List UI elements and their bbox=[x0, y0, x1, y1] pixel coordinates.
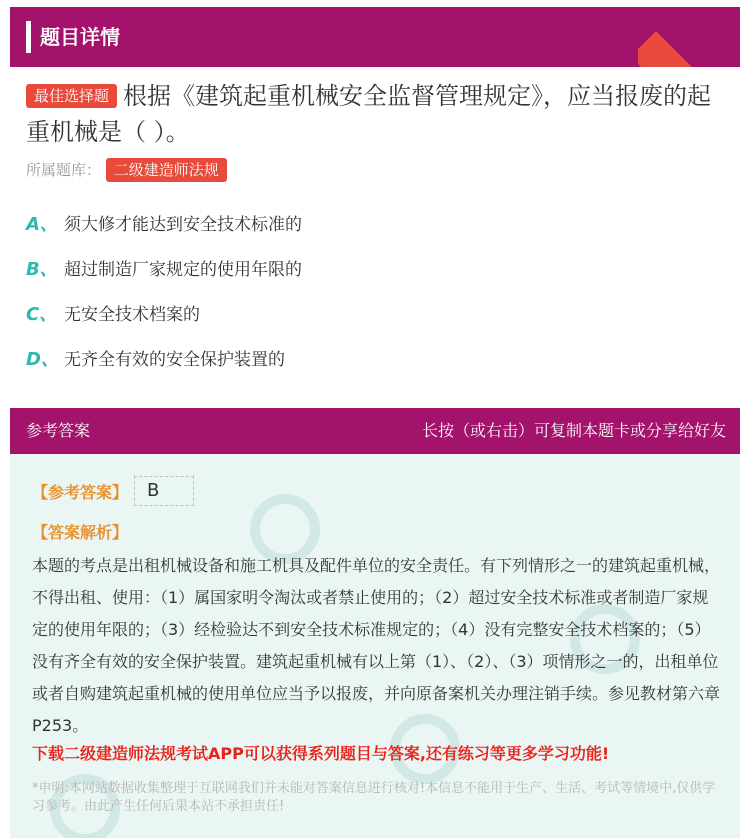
option-text: 超过制造厂家规定的使用年限的 bbox=[64, 260, 302, 280]
corner-ribbon-label bbox=[638, 31, 740, 67]
option-a[interactable] bbox=[26, 210, 726, 255]
answer-section-title: 参考答案 bbox=[26, 421, 91, 440]
app-promo-link[interactable]: 下载二级建造师法规考试APP可以获得系列题目与答案,还有练习等更多学习功能! bbox=[32, 744, 610, 763]
question-text: 根据《建筑起重机械安全监督管理规定》，应当报废的起重机械是（ ）。 bbox=[26, 82, 712, 146]
bank-label: 所属题库： bbox=[26, 161, 102, 179]
option-letter: B、 bbox=[26, 259, 58, 280]
corner-ribbon bbox=[638, 7, 740, 67]
page-header bbox=[10, 7, 740, 67]
option-letter: D、 bbox=[26, 349, 59, 370]
share-hint: 长按（或右击）可复制本题卡或分享给好友 bbox=[421, 421, 726, 440]
explanation-label: 【答案解析】 bbox=[32, 523, 129, 542]
option-text: 无齐全有效的安全保护装置的 bbox=[64, 350, 285, 370]
page-title: 题目详情 bbox=[40, 25, 120, 49]
option-d[interactable] bbox=[26, 345, 726, 390]
option-text: 无安全技术档案的 bbox=[64, 305, 200, 325]
reference-answer-value: B bbox=[134, 476, 194, 506]
question-type-tag: 最佳选择题 bbox=[26, 84, 117, 108]
bank-name-tag[interactable]: 二级建造师法规 bbox=[106, 158, 227, 182]
option-text: 须大修才能达到安全技术标准的 bbox=[64, 215, 302, 235]
option-letter: A、 bbox=[26, 214, 58, 235]
option-letter: C、 bbox=[26, 304, 58, 325]
option-b[interactable] bbox=[26, 255, 726, 300]
header-accent-bar bbox=[26, 21, 31, 53]
option-c[interactable] bbox=[26, 300, 726, 345]
options-list bbox=[26, 210, 726, 390]
question-text-block bbox=[26, 78, 726, 150]
question-bank bbox=[26, 158, 233, 182]
disclaimer-text: *申明:本网站数据收集整理于互联网我们并未能对答案信息进行核对!本信息不能用于生产、生活、考试等情境中,仅供学习参考。由此产生任何后果本站不承担责任! bbox=[32, 781, 716, 814]
answer-section-header bbox=[10, 408, 740, 454]
reference-answer-label: 【参考答案】 bbox=[32, 483, 129, 502]
explanation-text: 本题的考点是出租机械设备和施工机具及配件单位的安全责任。有下列情形之一的建筑起重机械，不得出租、使用：（1）属国家明令淘汰或者禁止使用的；（2）超过安全技术标准或者制造厂家规定的使用年限的；（3）经检验达不到安全技术标准规定的；（4）没有完整安全技术档案的；（5）没有齐全有效的安全保护装置。建筑起重机械有以上第（1）、（2）、（3）项情形之一的，出租单位或者自购建筑起重机械的使用单位应当予以报废，并向原备案机关办理注销手续。参见教材第六章P253。 bbox=[32, 556, 721, 735]
answer-section-body bbox=[10, 454, 740, 838]
